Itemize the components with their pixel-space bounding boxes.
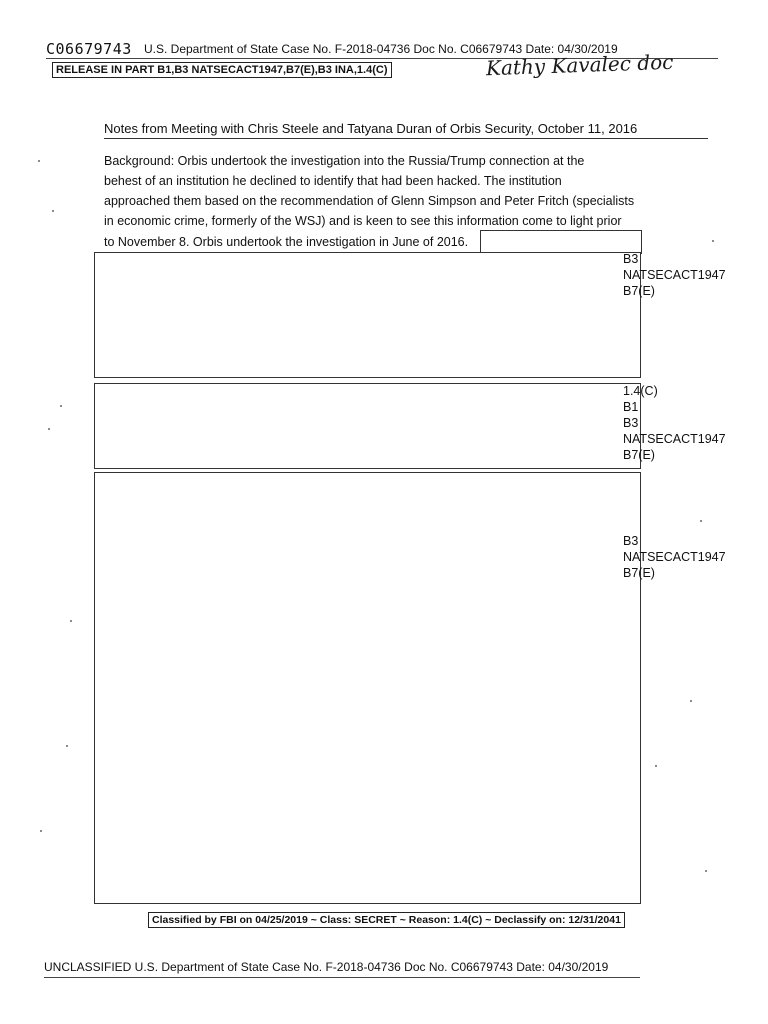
redaction-box — [94, 383, 641, 469]
background-line: to November 8. Orbis undertook the investigation in June of 2016. — [104, 235, 469, 249]
redaction-code: NATSECACT1947 — [623, 432, 726, 446]
scan-speck — [70, 620, 72, 622]
redaction-box — [94, 252, 641, 378]
redaction-code: B7(E) — [623, 566, 655, 580]
scan-speck — [38, 160, 40, 162]
scan-speck — [705, 870, 707, 872]
redaction-code: 1.4(C) — [623, 384, 658, 398]
redaction-code: NATSECACT1947 — [623, 550, 726, 564]
redaction-code: B3 — [623, 534, 639, 548]
background-line: behest of an institution he declined to identify that had been hacked. The institution — [104, 174, 562, 188]
redaction-code: B3 — [623, 416, 639, 430]
redaction-code: B1 — [623, 400, 639, 414]
scan-speck — [40, 830, 42, 832]
scan-speck — [690, 700, 692, 702]
scan-speck — [60, 405, 62, 407]
classification-stamp: Classified by FBI on 04/25/2019 ~ Class: SECRET ~ Reason: 1.4(C) ~ Declassify on: 12/31/2041 — [148, 912, 625, 928]
background-line: approached them based on the recommendation of Glenn Simpson and Peter Fritch (specialists — [104, 194, 635, 208]
scan-speck — [66, 745, 68, 747]
scan-speck — [48, 428, 50, 430]
scan-speck — [655, 765, 657, 767]
redaction-box — [94, 472, 641, 904]
release-stamp: RELEASE IN PART B1,B3 NATSECACT1947,B7(E),B3 INA,1.4(C) — [52, 62, 392, 78]
redaction-code: B7(E) — [623, 448, 655, 462]
background-line: Background: Orbis undertook the investigation into the Russia/Trump connection at the — [104, 154, 585, 168]
scan-speck — [700, 520, 702, 522]
redaction-code: NATSECACT1947 — [623, 268, 726, 282]
document-title: Notes from Meeting with Chris Steele and Tatyana Duran of Orbis Security, October 11, 2016 — [104, 121, 638, 136]
scan-speck — [712, 240, 714, 242]
title-rule — [104, 138, 708, 139]
redaction-code: B7(E) — [623, 284, 655, 298]
redaction-code: B3 — [623, 252, 639, 266]
header-info: U.S. Department of State Case No. F-2018-04736 Doc No. C06679743 Date: 04/30/2019 — [144, 42, 618, 56]
background-line: in economic crime, formerly of the WSJ) and is keen to see this information come to light prior — [104, 214, 622, 228]
document-id: C06679743 — [46, 40, 132, 58]
footer-rule — [44, 977, 640, 978]
inline-redaction-box — [480, 230, 642, 254]
footer-info: UNCLASSIFIED U.S. Department of State Case No. F-2018-04736 Doc No. C06679743 Date: 04/30/2019 — [44, 960, 609, 974]
handwritten-signature: Kathy Kavalec doc — [485, 49, 674, 81]
scan-speck — [52, 210, 54, 212]
